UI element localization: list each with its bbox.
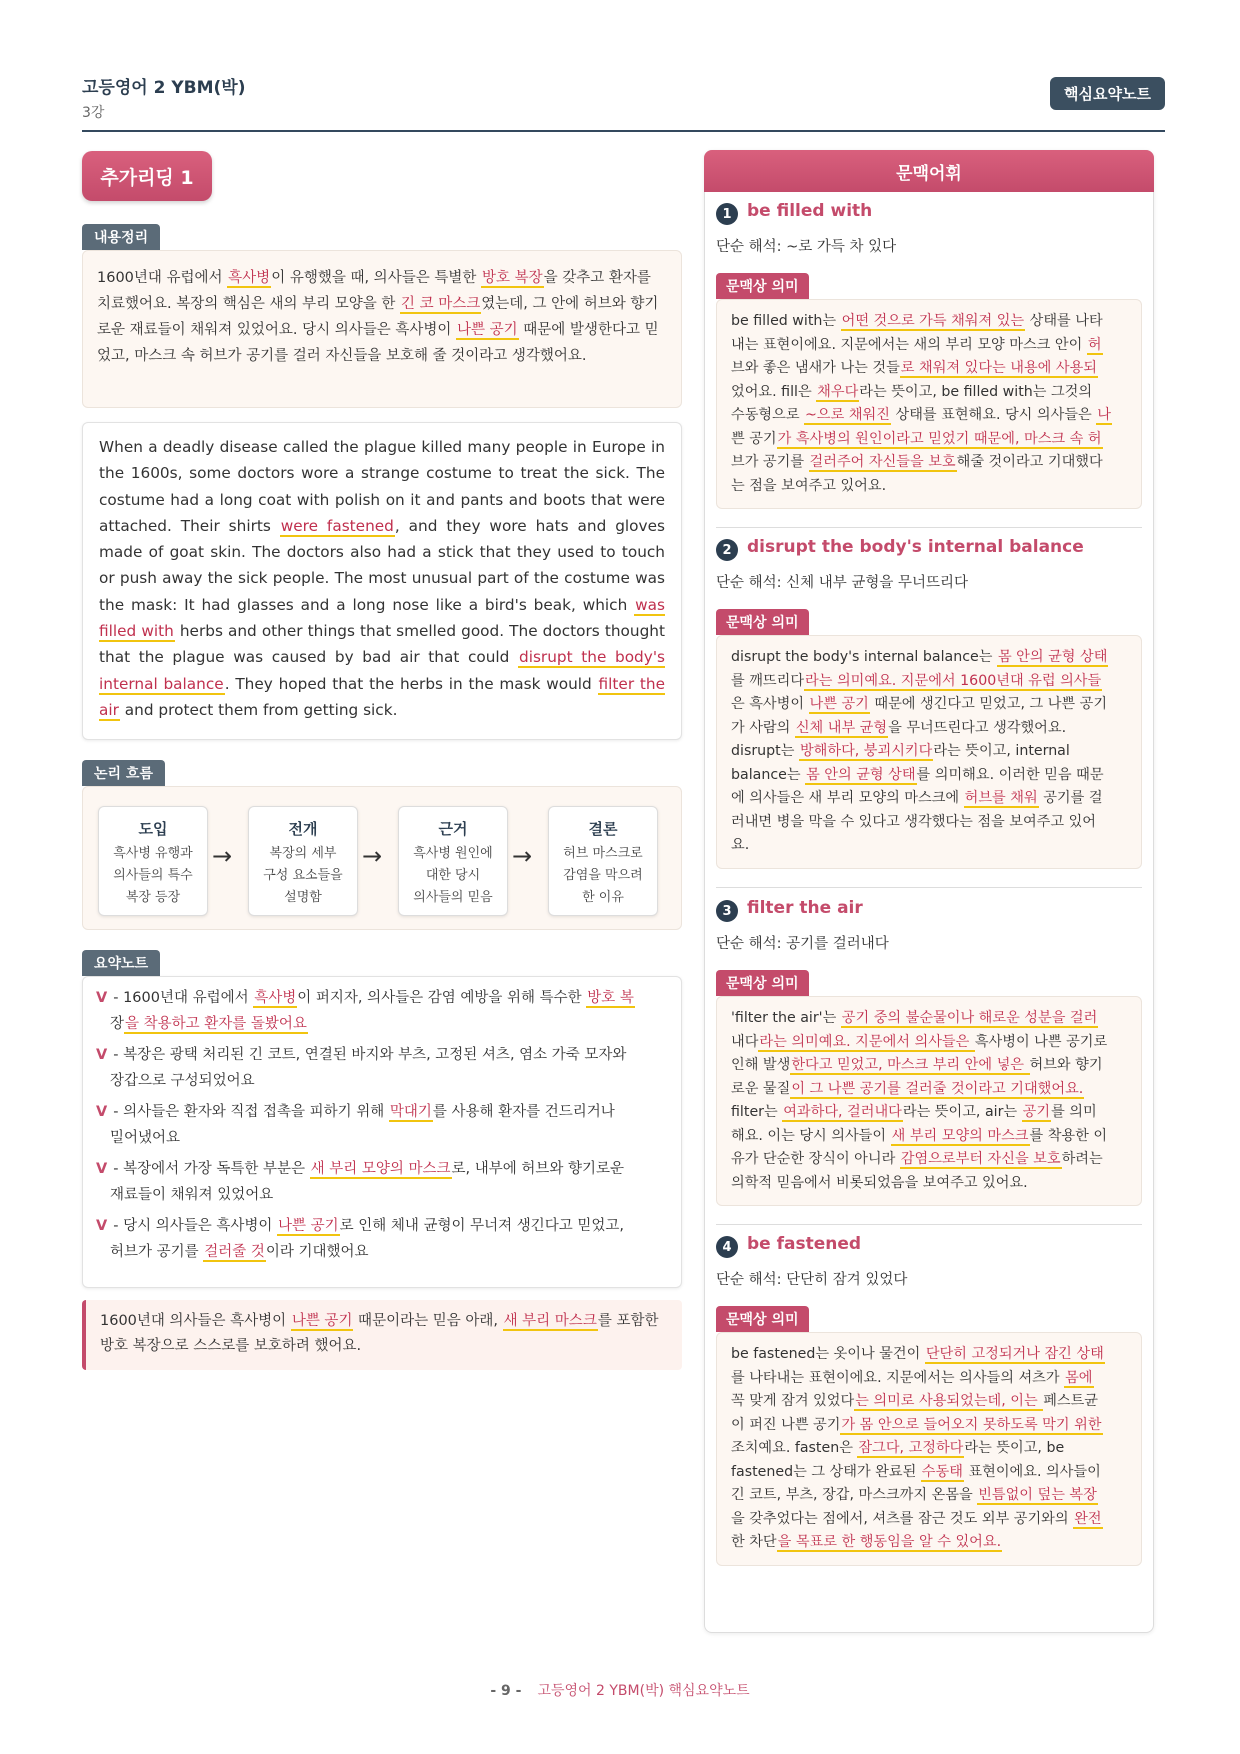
context-tag: 문맥상 의미 [716, 273, 809, 299]
text-run: - 복장에서 가장 독특한 부분은 [113, 1161, 310, 1177]
text-run: 를 사용해 환자를 건드리거나 [432, 1104, 615, 1120]
note-line [96, 1239, 671, 1265]
context-line [731, 670, 1127, 694]
text-run: - 1600년대 유럽에서 [113, 990, 254, 1006]
context-line [731, 1078, 1127, 1102]
text-run: 라는 뜻이고, be [964, 1440, 1065, 1456]
highlight: 흑사병 [254, 990, 297, 1006]
flow-card-text [549, 843, 657, 909]
context-line [731, 428, 1127, 452]
highlight: 새 부리 모양의 마스크 [310, 1161, 451, 1177]
note-line [96, 1125, 671, 1151]
highlight: 걸러주어 자신들을 보호 [809, 454, 956, 470]
conclusion-box [82, 1300, 682, 1370]
note-item [96, 1042, 671, 1094]
highlight: 몸 안의 균형 상태 [806, 766, 916, 783]
note-line [96, 1099, 671, 1125]
text-run: 요. [731, 837, 750, 853]
note-type-badge: 핵심요약노트 [1050, 77, 1165, 110]
text-run: and protect them from getting sick. [119, 700, 398, 719]
context-line [731, 451, 1127, 475]
text-run: 를 착용한 이 [1029, 1127, 1108, 1144]
text-run: 하려는 [1061, 1151, 1103, 1167]
highlight: 완전 [1074, 1510, 1102, 1527]
text-run: 를 의미해요. 이러한 믿음 때문 [916, 766, 1104, 783]
text-run: 밀어냈어요 [110, 1130, 181, 1146]
text-run: 을 갖추고 환자를 치료했어요. 복장의 핵심은 새의 부리 모양을 한 [97, 270, 651, 312]
header-divider [82, 130, 1165, 132]
highlight: 빈틈없이 덮는 복장 [978, 1487, 1097, 1503]
highlight: 채우다 [817, 383, 859, 400]
context-line [731, 646, 1127, 670]
text-run: 를 나타내는 표현이에요. 지문에서는 의사들의 셔츠가 [731, 1369, 1065, 1386]
vocab-simple-meaning: 단순 해석: 단단히 잠겨 있었다 [716, 1272, 908, 1288]
flow-card-text [249, 843, 357, 909]
context-line [731, 1414, 1127, 1438]
highlight: 나쁜 공기 [291, 1313, 353, 1329]
text-run: 이 퍼진 나쁜 공기 [731, 1416, 841, 1433]
text-run: herbs and other things that smelled good. The doctors thought that the plague was caused by bad air that could [99, 622, 665, 667]
vocab-number: 1 [716, 203, 738, 225]
text-run: 브가 공기를 [731, 454, 809, 470]
note-line [96, 1182, 671, 1208]
context-line [731, 1054, 1127, 1078]
flow-arrow-icon: → [212, 842, 233, 870]
text-run: filter는 [731, 1104, 783, 1120]
highlight: 여과하다, 걸러내다 [783, 1104, 902, 1120]
highlight: 나쁜 공기 [277, 1218, 339, 1234]
context-explanation [716, 996, 1142, 1206]
context-line [731, 1367, 1127, 1391]
highlight: 수동태 [921, 1463, 963, 1480]
highlight: 을 착용하고 환자를 돌봤어요 [125, 1016, 307, 1032]
note-line [96, 1068, 671, 1094]
text-run: - 복장은 광택 처리된 긴 코트, 연결된 바지와 부츠, 고정된 셔츠, 염소 가죽 모자와 [113, 1047, 627, 1063]
context-line [731, 381, 1127, 405]
text-run: 흑사병이 나쁜 공기로 [974, 1033, 1108, 1050]
context-line [731, 1437, 1127, 1461]
text-run: 였는데, 그 안에 허브와 향기로운 재료들이 채워져 있었어요. 당시 의사들은 흑사병이 [97, 296, 659, 338]
text-run: - 의사들은 환자와 직접 접촉을 피하기 위해 [113, 1104, 389, 1120]
footer [0, 1680, 1240, 1700]
vocab-simple-meaning: 단순 해석: 공기를 걸러내다 [716, 936, 889, 952]
text-run: 긴 코트, 부츠, 장갑, 마스크까지 온몸을 [731, 1487, 978, 1503]
context-line [731, 1148, 1127, 1172]
text-run: 1600년대 유럽에서 [97, 270, 228, 286]
vocab-term: disrupt the body's internal balance [747, 537, 1084, 557]
text-run: 를 포함한 방호 복장으로 스스로를 보호하려 했어요. [100, 1313, 659, 1354]
context-line [731, 764, 1127, 788]
text-run: 로운 물질 [731, 1080, 791, 1097]
flow-arrow-icon: → [512, 842, 533, 870]
section-title: 추가리딩 1 [82, 151, 212, 201]
context-line [731, 1031, 1127, 1055]
text-run: 쁜 공기 [731, 430, 777, 447]
context-line [731, 1343, 1127, 1367]
check-mark-icon: V [96, 1161, 108, 1177]
vocab-panel-title: 문맥어휘 [704, 150, 1154, 192]
text-run: 인해 발생 [731, 1057, 791, 1073]
context-line [731, 1007, 1127, 1031]
highlight: 허 [1087, 336, 1102, 353]
highlight: 한다고 믿었고, 마스크 부리 안에 넣은 [791, 1057, 1029, 1073]
page-number: - 9 - [490, 1683, 522, 1699]
text-run: 꼭 맞게 잠겨 있었다 [731, 1393, 855, 1409]
text-run: 은 흑사병이 [731, 696, 809, 712]
highlight: filter the air [99, 674, 665, 719]
context-line [731, 1390, 1127, 1414]
highlight: 허브를 채워 [964, 790, 1038, 806]
highlight: 몸에 [1065, 1369, 1093, 1386]
text-run: 상태를 나타 [1025, 313, 1103, 329]
context-line [731, 1461, 1127, 1485]
vocab-number: 4 [716, 1236, 738, 1258]
text-run: 의학적 믿음에서 비롯되었음을 보여주고 있어요. [731, 1174, 1028, 1191]
lesson-label: 3강 [82, 105, 105, 121]
text-run: 때문이라는 믿음 아래, [353, 1313, 503, 1329]
text-run: 장 [110, 1016, 125, 1032]
text-run: 로, 내부에 허브와 향기로운 [451, 1161, 625, 1177]
context-line [731, 357, 1127, 381]
vocab-divider [716, 1224, 1142, 1225]
text-run: 이 유행했을 때, 의사들은 특별한 [271, 270, 481, 286]
highlight: 긴 코 마스크 [401, 296, 481, 312]
text-run: 유가 단순한 장식이 아니라 [731, 1151, 900, 1167]
check-mark-icon: V [96, 1218, 108, 1234]
text-run: 을 무너뜨린다고 생각했어요. [888, 719, 1067, 736]
highlight: were fastened [280, 516, 394, 535]
highlight: 걸러줄 것 [204, 1244, 265, 1260]
summary-tag: 내용정리 [82, 224, 160, 250]
highlight: 나쁜 공기 [457, 322, 518, 338]
flow-card-title: 결론 [588, 820, 618, 838]
note-line [96, 1011, 671, 1037]
highlight: 단단히 고정되거나 잠긴 상태 [925, 1346, 1104, 1362]
highlight: 새 부리 마스크 [503, 1313, 597, 1329]
text-run: disrupt는 [731, 743, 799, 759]
vocab-term: filter the air [747, 898, 863, 918]
text-run: 때문에 생긴다고 믿었고, 그 나쁜 공기 [869, 696, 1108, 712]
context-line [731, 1125, 1127, 1149]
text-run: 해요. 이는 당시 의사들이 [731, 1127, 891, 1144]
highlight: 나쁜 공기 [809, 696, 869, 712]
flow-card-line: 복장 등장 [125, 890, 181, 905]
text-run: - 당시 의사들은 흑사병이 [113, 1218, 277, 1234]
text-run: 내다 [731, 1033, 759, 1050]
highlight: 새 부리 모양의 마스크 [891, 1127, 1029, 1144]
highlight: 가 흑사병의 원인이라고 믿었기 때문에, 마스크 속 허 [777, 430, 1102, 447]
text-run: 'filter the air'는 [731, 1010, 841, 1026]
notes-tag: 요약노트 [82, 950, 160, 976]
text-run: 상태를 표현해요. 당시 의사들은 [890, 407, 1097, 423]
text-run: 를 의미 [1051, 1104, 1097, 1120]
flow-card-line: 복장의 세부 [269, 846, 337, 861]
vocab-number: 2 [716, 539, 738, 561]
note-line [96, 985, 671, 1011]
text-run: balance는 [731, 766, 806, 783]
vocab-number: 3 [716, 900, 738, 922]
highlight: ~으로 채워진 [805, 407, 890, 423]
context-line [731, 1172, 1127, 1196]
vocab-divider [716, 527, 1142, 528]
passage-text [99, 434, 665, 723]
text-run: 러내면 병을 막을 수 있다고 생각했다는 점을 보여주고 있어 [731, 813, 1097, 830]
highlight: 공기 중의 불순물이나 해로운 성분을 걸러 [841, 1010, 1098, 1026]
context-line [731, 693, 1127, 717]
flow-card-title: 전개 [288, 820, 318, 838]
highlight: 어떤 것으로 가득 채워져 있는 [841, 313, 1025, 329]
context-tag: 문맥상 의미 [716, 609, 809, 635]
flow-card-line: 의사들의 믿음 [413, 890, 493, 905]
text-run: 표현이에요. 의사들이 [963, 1463, 1101, 1480]
text-run: 공기를 걸 [1038, 790, 1103, 806]
text-run: disrupt the body's internal balance는 [731, 649, 997, 665]
highlight: was filled with [99, 595, 665, 641]
flow-card-title: 근거 [438, 820, 468, 838]
vocab-divider [716, 887, 1142, 888]
text-run: 해줄 것이라고 기대했다 [956, 454, 1103, 470]
text-run: 이라 기대했어요 [265, 1244, 369, 1260]
flow-card-text [399, 843, 507, 909]
highlight: 는 의미로 사용되었는데, 이는 [855, 1393, 1043, 1409]
check-mark-icon: V [96, 990, 108, 1006]
vocab-simple-meaning: 단순 해석: ~로 가득 차 있다 [716, 239, 897, 255]
highlight: 나 [1097, 407, 1111, 423]
highlight: 신체 내부 균형 [795, 719, 888, 736]
flow-card-2 [248, 806, 358, 916]
text-run: , and they wore hats and gloves made of goat skin. The doctors also had a stick that they used to touch or push away the sick people. The most unusual part of the costume was the mask: It had glasses and a long nose like a bird's beak, which [99, 516, 665, 614]
highlight: 방호 복장 [481, 270, 543, 286]
conclusion-text [100, 1309, 668, 1359]
text-run: 조치예요. fasten은 [731, 1440, 858, 1456]
flow-card-line: 설명함 [284, 890, 322, 905]
text-run: 가 사람의 [731, 719, 795, 736]
highlight: disrupt the body's internal balance [99, 648, 665, 693]
context-line [731, 334, 1127, 358]
text-run: 허브와 향기 [1029, 1057, 1103, 1073]
text-run: 이 퍼지자, 의사들은 감염 예방을 위해 특수한 [297, 990, 587, 1006]
text-run: 재료들이 채워져 있었어요 [110, 1187, 274, 1203]
text-run: 라는 뜻이고, be filled with는 그것의 [859, 383, 1093, 400]
highlight: 감염으로부터 자신을 보호 [900, 1151, 1061, 1167]
text-run: 한 차단 [731, 1534, 777, 1550]
vocab-term: be filled with [747, 201, 873, 221]
text-run: 내는 표현이에요. 지문에서는 새의 부리 모양 마스크 안이 [731, 336, 1087, 353]
note-item [96, 1156, 671, 1208]
highlight: 로 채워져 있다는 내용에 사용되 [900, 360, 1098, 376]
context-explanation [716, 1332, 1142, 1566]
context-tag: 문맥상 의미 [716, 1306, 809, 1332]
flow-card-text [99, 843, 207, 909]
context-line [731, 1531, 1127, 1555]
text-run: 브와 좋은 냄새가 나는 것들 [731, 360, 900, 376]
text-run: 허브가 공기를 [110, 1244, 204, 1260]
context-line [731, 475, 1127, 499]
highlight: 공기 [1022, 1104, 1051, 1120]
note-item [96, 985, 671, 1037]
highlight: 방해하다, 붕괴시키다 [799, 743, 933, 759]
flow-card-line: 의사들의 특수 [113, 868, 193, 883]
summary-text [97, 265, 667, 369]
passage-box [82, 422, 682, 740]
context-line [731, 1484, 1127, 1508]
highlight: 을 목표로 한 행동임을 알 수 있어요. [777, 1534, 1002, 1550]
text-run: 1600년대 의사들은 흑사병이 [100, 1313, 291, 1329]
text-run: 장갑으로 구성되었어요 [110, 1073, 255, 1089]
text-run: When a deadly disease called the plague killed many people in Europe in the 1600s, some doctors wore a strange costume to treat the sick. The costume had a long coat with polish on it and pants and boots that were attached. Their shirts [99, 438, 665, 535]
highlight: 라는 의미예요. 지문에서 1600년대 유럽 의사들 [805, 672, 1102, 689]
flow-card-title: 도입 [138, 820, 168, 838]
context-line [731, 811, 1127, 835]
text-run: 때문에 발생한다고 믿었고, 마스크 속 허브가 공기를 걸러 자신들을 보호해 줄 것이라고 생각했어요. [97, 322, 659, 364]
context-line [731, 1101, 1127, 1125]
flow-tag: 논리 흐름 [82, 760, 165, 786]
context-line [731, 404, 1127, 428]
text-run: be fastened는 옷이나 물건이 [731, 1346, 925, 1362]
note-item [96, 1213, 671, 1265]
highlight: 잠그다, 고정하다 [858, 1440, 964, 1456]
flow-card-1 [98, 806, 208, 916]
context-explanation [716, 635, 1142, 869]
context-line [731, 310, 1127, 334]
flow-card-line: 흑사병 유행과 [113, 846, 193, 861]
text-run: 는 점을 보여주고 있어요. [731, 477, 887, 494]
footer-title: 고등영어 2 YBM(박) 핵심요약노트 [537, 1683, 750, 1699]
text-run: 라는 뜻이고, air는 [902, 1104, 1022, 1120]
summary-box [82, 250, 682, 408]
flow-card-line: 허브 마스크로 [563, 846, 643, 861]
flow-card-line: 흑사병 원인에 [413, 846, 493, 861]
check-mark-icon: V [96, 1104, 108, 1120]
flow-card-line: 감염을 막으려 [563, 868, 643, 883]
context-line [731, 834, 1127, 858]
highlight: 몸 안의 균형 상태 [997, 649, 1108, 665]
context-line [731, 717, 1127, 741]
highlight: 가 몸 안으로 들어오지 못하도록 막기 위한 [841, 1416, 1102, 1433]
text-run: 로 인해 체내 균형이 무너져 생긴다고 믿었고, [339, 1218, 625, 1234]
note-line [96, 1042, 671, 1068]
text-run: fastened는 그 상태가 완료된 [731, 1463, 921, 1480]
note-item [96, 1099, 671, 1151]
flow-card-4 [548, 806, 658, 916]
flow-card-line: 한 이유 [582, 890, 624, 905]
text-run: 수동형으로 [731, 407, 805, 423]
highlight: 막대기 [389, 1104, 432, 1120]
highlight: 이 그 나쁜 공기를 걸러줄 것이라고 기대했어요. [791, 1080, 1084, 1097]
flow-card-line: 구성 요소들을 [263, 868, 343, 883]
text-run: 라는 뜻이고, internal [933, 743, 1070, 759]
note-line [96, 1156, 671, 1182]
highlight: 라는 의미예요. 지문에서 의사들은 [759, 1033, 974, 1050]
context-line [731, 787, 1127, 811]
text-run: . They hoped that the herbs in the mask would [224, 674, 598, 693]
vocab-term: be fastened [747, 1234, 862, 1254]
text-run: 를 깨뜨리다 [731, 672, 805, 689]
context-tag: 문맥상 의미 [716, 970, 809, 996]
highlight: 흑사병 [228, 270, 271, 286]
flow-card-line: 대한 당시 [425, 868, 481, 883]
flow-arrow-icon: → [362, 842, 383, 870]
check-mark-icon: V [96, 1047, 108, 1063]
text-run: 을 갖추었다는 점에서, 셔츠를 잠근 것도 외부 공기와의 [731, 1510, 1074, 1527]
note-line [96, 1213, 671, 1239]
context-line [731, 1508, 1127, 1532]
context-line [731, 740, 1127, 764]
highlight: 방호 복 [587, 990, 634, 1006]
context-explanation [716, 299, 1142, 509]
vocab-simple-meaning: 단순 해석: 신체 내부 균형을 무너뜨리다 [716, 575, 969, 591]
text-run: 었어요. fill은 [731, 383, 817, 400]
text-run: be filled with는 [731, 313, 841, 329]
flow-card-3 [398, 806, 508, 916]
doc-title: 고등영어 2 YBM(박) [82, 78, 246, 98]
text-run: 에 의사들은 새 부리 모양의 마스크에 [731, 790, 964, 806]
text-run: 페스트균 [1043, 1393, 1099, 1409]
